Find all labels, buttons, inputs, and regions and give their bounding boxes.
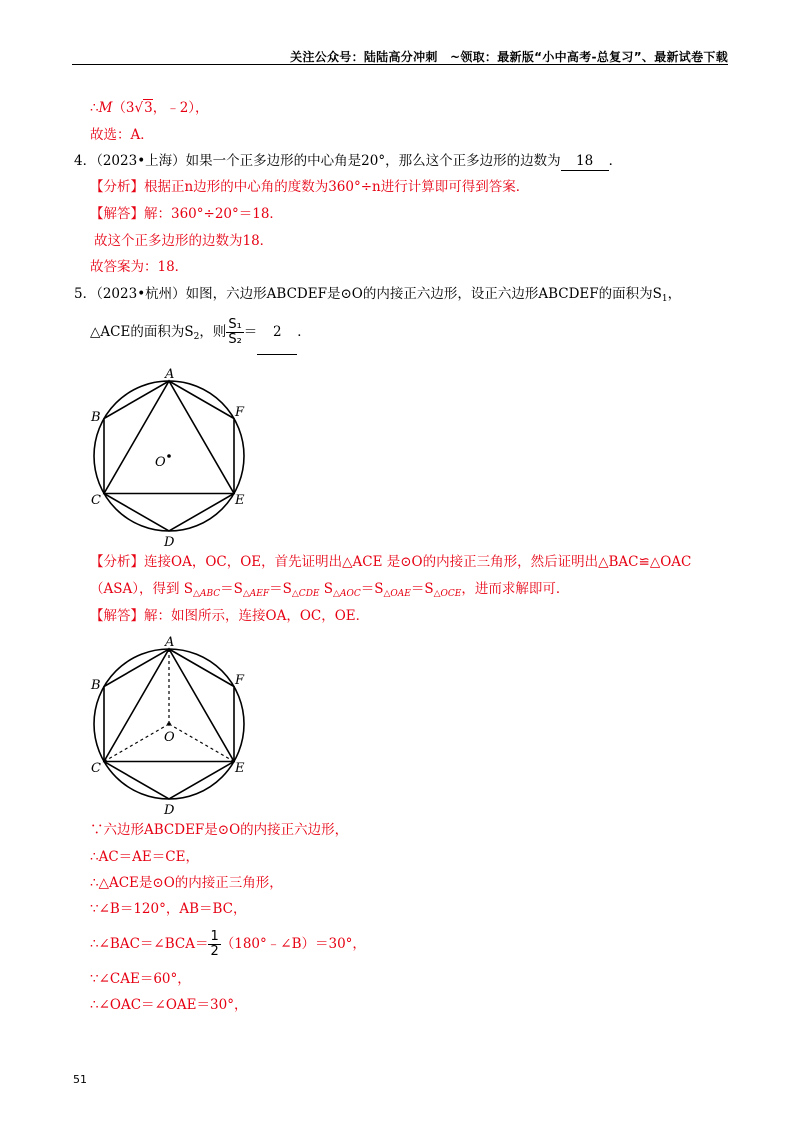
q5-step-1: ∵六边形ABCDEF是⊙O的内接正六边形， (90, 822, 349, 838)
center-point (167, 454, 171, 458)
segment-oc (104, 724, 169, 762)
half-fraction: $\frac{1}{2}$ (210, 929, 219, 959)
q4-answer-blank: 18 (561, 152, 609, 171)
q4-solution-2: 故这个正多边形的边数为18． (94, 233, 274, 249)
label-b: B (91, 678, 101, 693)
label-o: O (164, 730, 175, 745)
label-d: D (164, 803, 175, 816)
segment-oe (169, 724, 234, 762)
prev-choice: 故选：A． (90, 127, 154, 143)
label-o: O (155, 455, 166, 470)
q5-step-3: ∴△ACE是⊙O的内接正三角形， (90, 875, 283, 891)
q4-solution-3: 故答案为：18． (90, 259, 189, 275)
label-c: C (91, 761, 101, 776)
center-point (167, 722, 171, 726)
q5-step-2: ∴AC＝AE＝CE， (90, 849, 199, 865)
q5-stem-line1: 5．（2023•杭州）如图，六边形ABCDEF是⊙O的内接正六边形，设正六边形ABCDEF的面积为$S_1$， (74, 286, 682, 304)
label-c: C (91, 493, 101, 508)
label-d: D (164, 535, 175, 548)
figure-hexagon-2 (85, 630, 255, 816)
q5-analysis-2: （ASA），得到 $S_{\triangle ABC}=S_{\triangle AEF}=S_{\triangle CDE}$ $S_{\triangle AOC}=S_{\triangle OAE}=S_{\triangle OCE}$，进而求解即可． (90, 581, 570, 599)
ratio-fraction: $\frac{\text{S₁}}{\text{S₂}}$ (228, 317, 242, 347)
prev-result-line: ∴M（3√3，﹣2）， (90, 100, 209, 116)
label-a: A (165, 635, 175, 650)
q4-stem: 4．（2023•上海）如果一个正多边形的中心角是20°，那么这个正多边形的边数为 18 ． (74, 153, 623, 169)
q5-analysis-1: 【分析】连接OA，OC，OE，首先证明出△ACE 是⊙O的内接正三角形，然后证明出△BAC≌△OAC (90, 554, 692, 570)
q5-solution-intro: 【解答】解：如图所示，连接OA，OC，OE． (90, 608, 370, 624)
label-e: E (235, 493, 245, 508)
label-f: F (235, 405, 245, 420)
header-rule (72, 64, 728, 65)
label-f: F (235, 673, 245, 688)
q4-analysis: 【分析】根据正n边形的中心角的度数为360°÷n进行计算即可得到答案． (90, 179, 530, 195)
q5-answer-blank: 2 (257, 310, 297, 355)
q4-solution-1: 【解答】解：360°÷20°＝18． (90, 206, 283, 222)
q5-step-4: ∵∠B＝120°，AB＝BC， (90, 901, 247, 917)
page-header: 关注公众号：陆陆高分冲刺 ~领取：最新版“小中高考-总复习”、最新试卷下载 (290, 50, 728, 64)
q5-stem-line2: △ACE的面积为$S_2$，则 $\frac{\text{S₁}}{\text{S₂}}$ ＝ 2 ． (90, 310, 311, 359)
page-number: 51 (73, 1073, 87, 1086)
q5-step-6: ∵∠CAE＝60°， (90, 971, 191, 987)
q5-step-5: ∴∠BAC＝∠BCA＝ $\frac{1}{2}$ （180°﹣∠B）＝30°， (90, 929, 366, 959)
triangle-ace (104, 381, 234, 494)
label-b: B (91, 410, 101, 425)
label-a: A (165, 367, 175, 382)
figure-hexagon-1 (85, 362, 255, 548)
label-e: E (235, 761, 245, 776)
q5-step-7: ∴∠OAC＝∠OAE＝30°， (90, 997, 248, 1013)
